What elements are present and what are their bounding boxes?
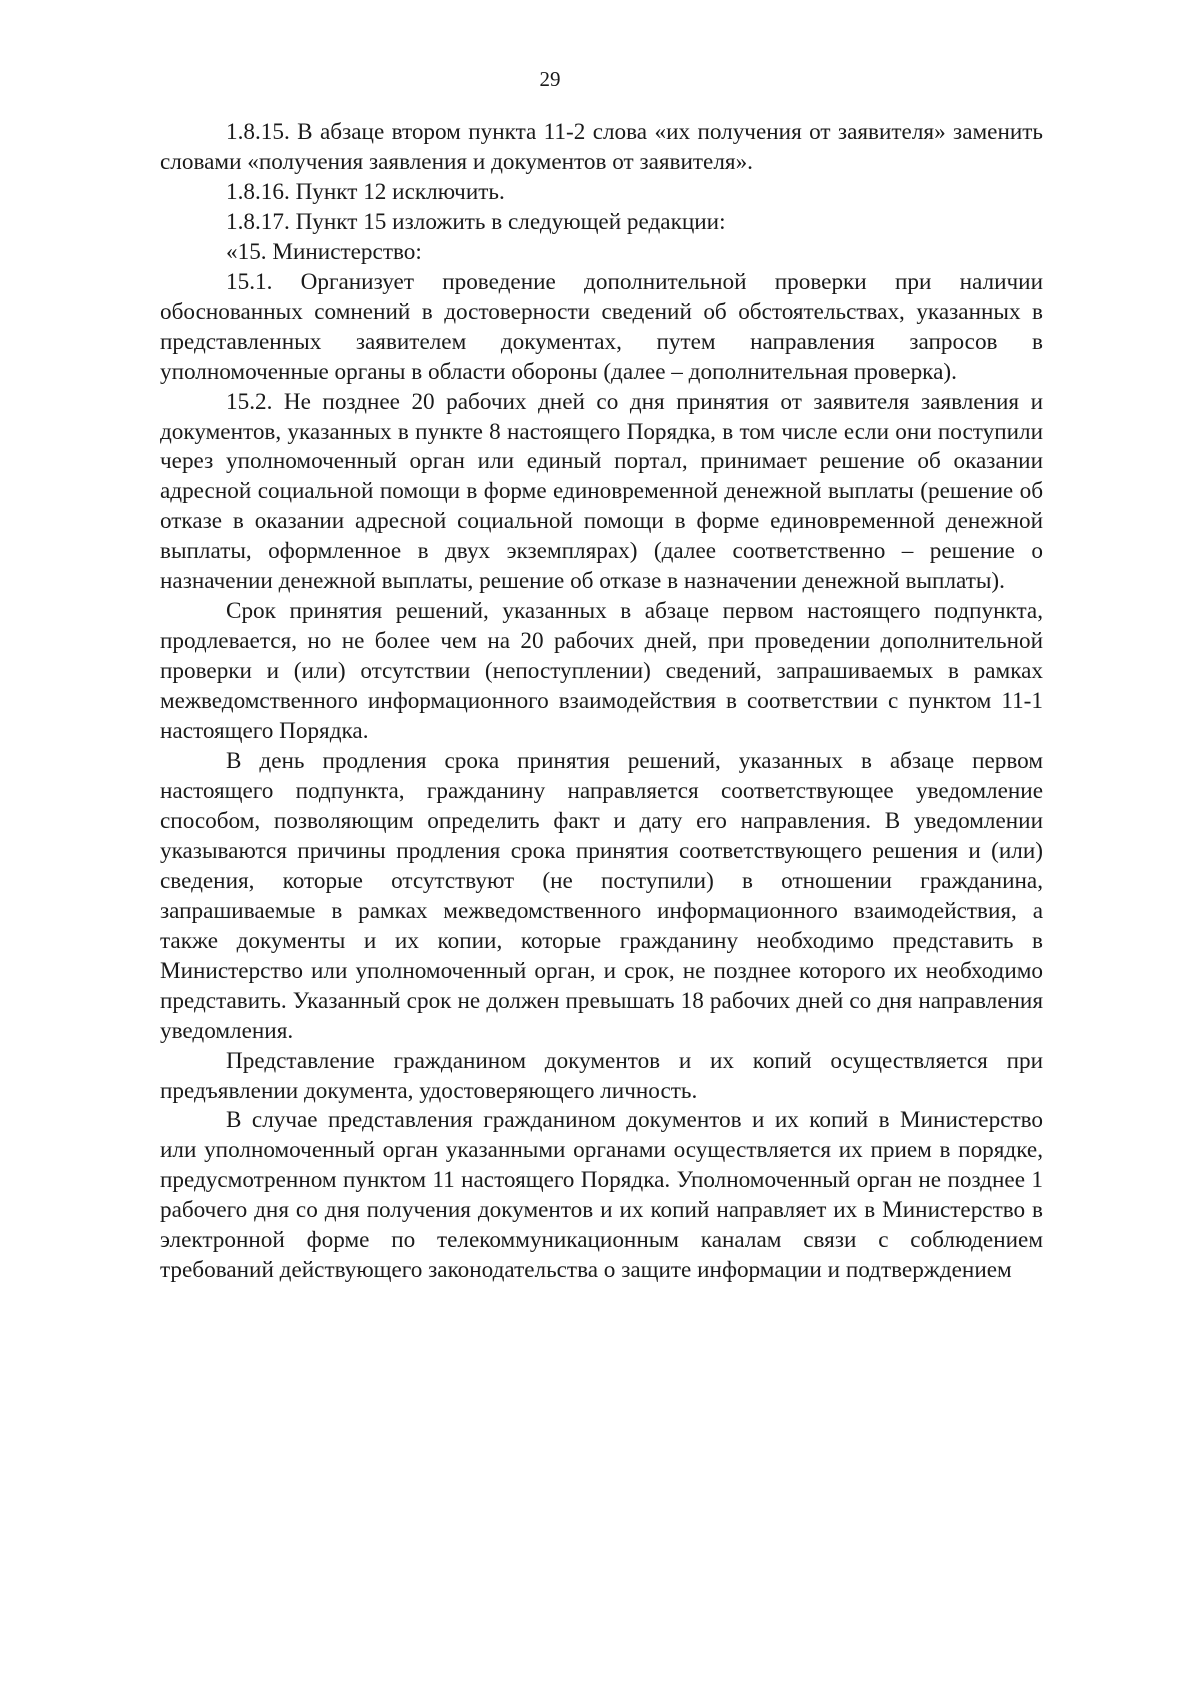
page-number: 29 <box>539 67 561 91</box>
paragraph-15-1: 15.1. Организует проведение дополнительной проверки при наличии обоснованных сомнений в достоверности сведений об обстоятельствах, указанных в представленных заявителем документах, путем направления запросов в уполномоченные органы в области обороны (далее – дополнительная проверка). <box>160 268 1043 385</box>
document-body <box>160 118 1043 1286</box>
paragraph-1-8-17: 1.8.17. Пункт 15 изложить в следующей редакции: <box>226 208 726 235</box>
paragraph-item-15-heading: «15. Министерство: <box>226 238 422 265</box>
paragraph-document-submission: Представление гражданином документов и их копий осуществляется при предъявлении документа, удостоверяющего личность. <box>160 1047 1043 1104</box>
paragraph-decision-term: Срок принятия решений, указанных в абзаце первом настоящего подпункта, продлевается, но не более чем на 20 рабочих дней, при проведении дополнительной проверки и (или) отсутствии (непоступлении) сведений, запрашиваемых в рамках межведомственного информационного взаимодействия в соответствии с пунктом 11-1 настоящего Порядка. <box>160 598 1043 745</box>
paragraph-1-8-16: 1.8.16. Пункт 12 исключить. <box>226 178 505 205</box>
paragraph-document-reception: В случае представления гражданином документов и их копий в Министерство или уполномоченный орган указанными органами осуществляется их прием в порядке, предусмотренном пунктом 11 настоящего Порядка. Уполномоченный орган не позднее 1 рабочего дня со дня получения документов и их копий направляет их в Министерство в электронной форме по телекоммуникационным каналам связи с соблюдением требований действующего законодательства о защите информации и подтверждением <box>160 1107 1043 1284</box>
paragraph-1-8-15: 1.8.15. В абзаце втором пункта 11-2 слова «их получения от заявителя» заменить словами «получения заявления и документов от заявителя». <box>160 119 1043 175</box>
paragraph-15-2: 15.2. Не позднее 20 рабочих дней со дня принятия от заявителя заявления и документов, указанных в пункте 8 настоящего Порядка, в том числе если они поступили через уполномоченный орган или единый портал, принимает решение об оказании адресной социальной помощи в форме единовременной денежной выплаты (решение об отказе в оказании адресной социальной помощи в форме единовременной денежной выплаты, оформленное в двух экземплярах) (далее соответственно – решение о назначении денежной выплаты, решение об отказе в назначении денежной выплаты). <box>160 388 1043 595</box>
paragraph-extension-notice: В день продления срока принятия решений, указанных в абзаце первом настоящего подпункта, гражданину направляется соответствующее уведомление способом, позволяющим определить факт и дату его направления. В уведомлении указываются причины продления срока принятия соответствующего решения и (или) сведения, которые отсутствуют (не поступили) в отношении гражданина, запрашиваемые в рамках межведомственного информационного взаимодействия, а также документы и их копии, которые гражданину необходимо представить в Министерство или уполномоченный орган, и срок, не позднее которого их необходимо представить. Указанный срок не должен превышать 18 рабочих дней со дня направления уведомления. <box>160 748 1043 1044</box>
